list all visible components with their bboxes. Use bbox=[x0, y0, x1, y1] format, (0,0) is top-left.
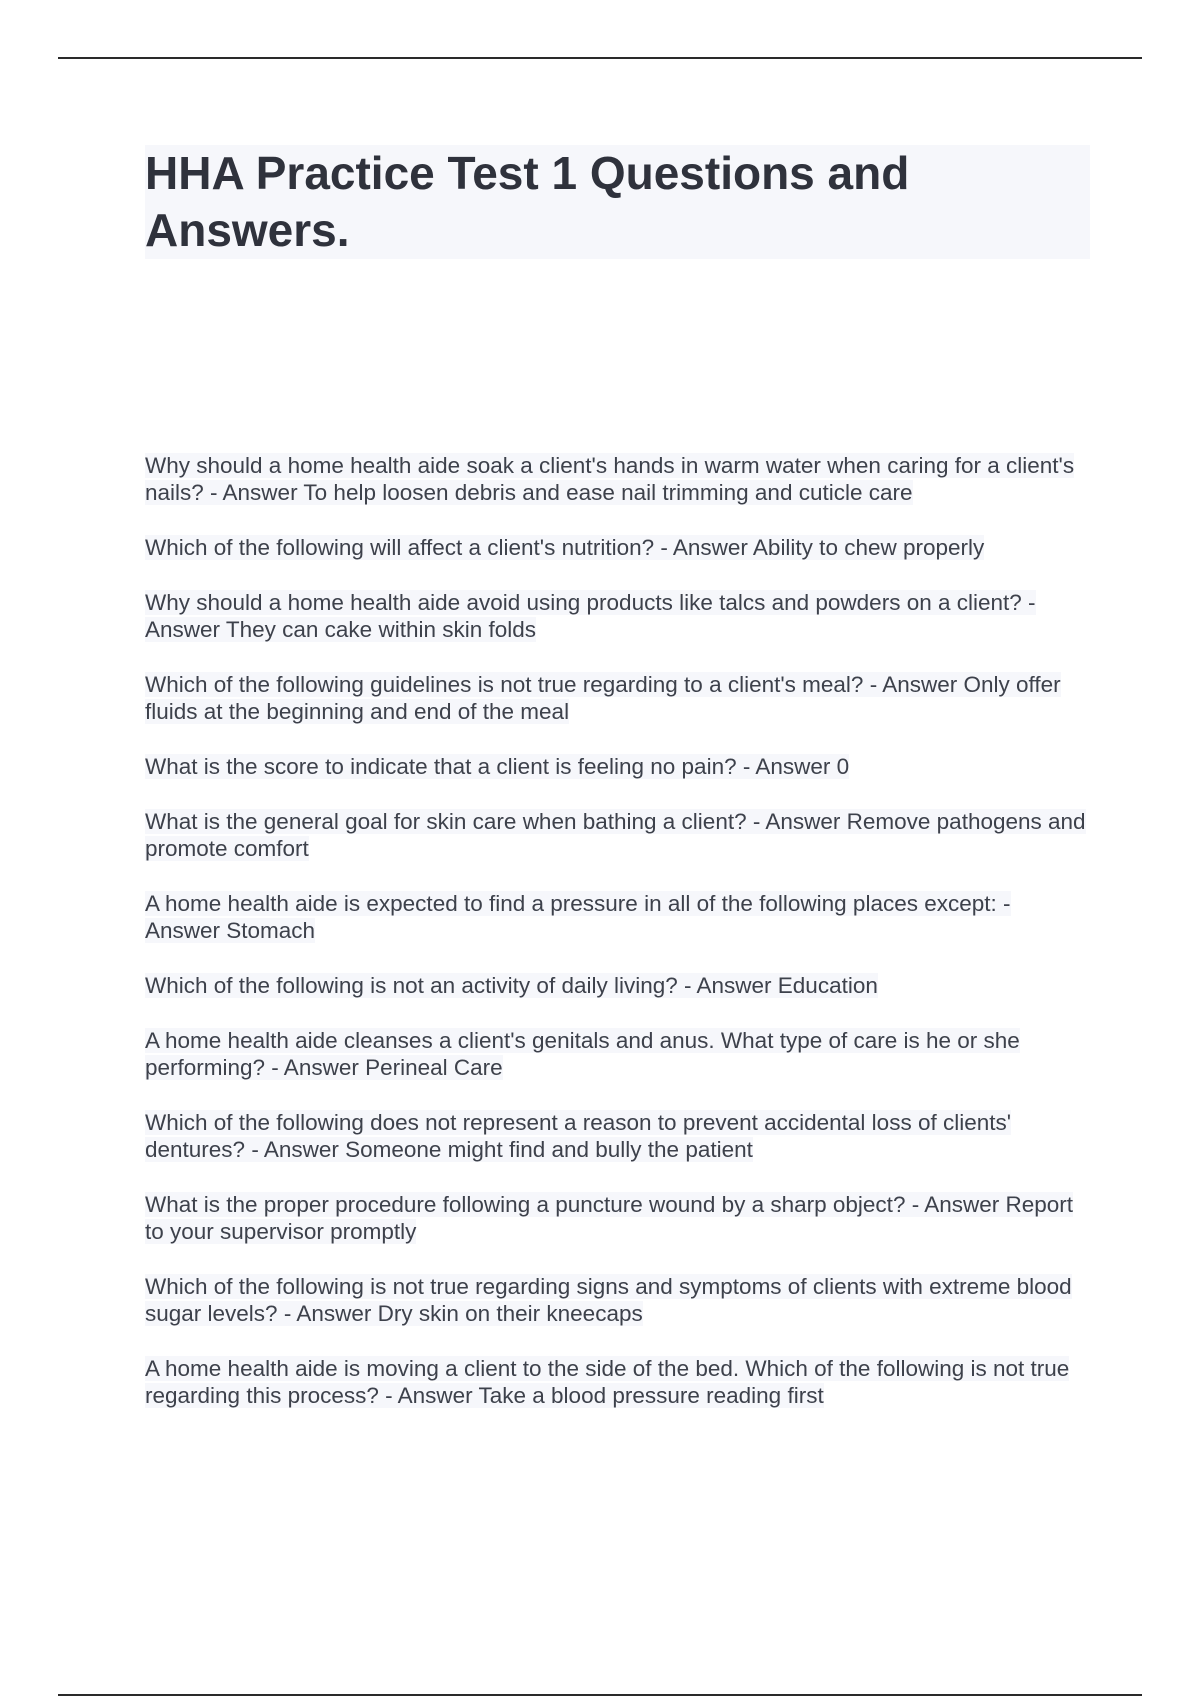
qa-item bbox=[145, 1027, 1090, 1081]
qa-item bbox=[145, 890, 1090, 944]
qa-text: Which of the following does not represent a reason to prevent accidental loss of clients' dentures? - Answer Someone might find and bully the patient bbox=[145, 1110, 1012, 1162]
qa-item bbox=[145, 1273, 1090, 1327]
qa-text: What is the score to indicate that a client is feeling no pain? - Answer 0 bbox=[145, 754, 850, 779]
qa-item bbox=[145, 1109, 1090, 1163]
qa-text: Why should a home health aide avoid using products like talcs and powders on a client? - Answer They can cake within skin folds bbox=[145, 590, 1036, 642]
qa-text: A home health aide cleanses a client's genitals and anus. What type of care is he or she performing? - Answer Perineal Care bbox=[145, 1028, 1020, 1080]
qa-item bbox=[145, 671, 1090, 725]
document-title: HHA Practice Test 1 Questions and Answers. bbox=[145, 147, 910, 256]
qa-item bbox=[145, 534, 1090, 561]
top-rule bbox=[58, 57, 1142, 59]
title-block bbox=[145, 145, 1090, 259]
bottom-rule bbox=[58, 1694, 1142, 1696]
qa-text: A home health aide is moving a client to the side of the bed. Which of the following is not true regarding this process? - Answer Take a blood pressure reading first bbox=[145, 1356, 1070, 1408]
qa-text: What is the general goal for skin care when bathing a client? - Answer Remove pathogens and promote comfort bbox=[145, 809, 1086, 861]
qa-item bbox=[145, 452, 1090, 506]
qa-item bbox=[145, 1191, 1090, 1245]
qa-item bbox=[145, 589, 1090, 643]
qa-text: What is the proper procedure following a puncture wound by a sharp object? - Answer Report to your supervisor promptly bbox=[145, 1192, 1074, 1244]
qa-text: A home health aide is expected to find a pressure in all of the following places except: - Answer Stomach bbox=[145, 891, 1011, 943]
qa-item bbox=[145, 1355, 1090, 1409]
qa-item bbox=[145, 808, 1090, 862]
qa-text: Which of the following is not an activity of daily living? - Answer Education bbox=[145, 973, 878, 998]
qa-text: Which of the following guidelines is not true regarding to a client's meal? - Answer Only offer fluids at the beginning and end of the meal bbox=[145, 672, 1061, 724]
qa-text: Why should a home health aide soak a client's hands in warm water when caring for a client's nails? - Answer To help loosen debris and ease nail trimming and cuticle care bbox=[145, 453, 1075, 505]
qa-text: Which of the following is not true regarding signs and symptoms of clients with extreme blood sugar levels? - Answer Dry skin on their kneecaps bbox=[145, 1274, 1072, 1326]
qa-list bbox=[145, 452, 1090, 1437]
qa-item bbox=[145, 972, 1090, 999]
qa-item bbox=[145, 753, 1090, 780]
qa-text: Which of the following will affect a client's nutrition? - Answer Ability to chew properly bbox=[145, 535, 985, 560]
